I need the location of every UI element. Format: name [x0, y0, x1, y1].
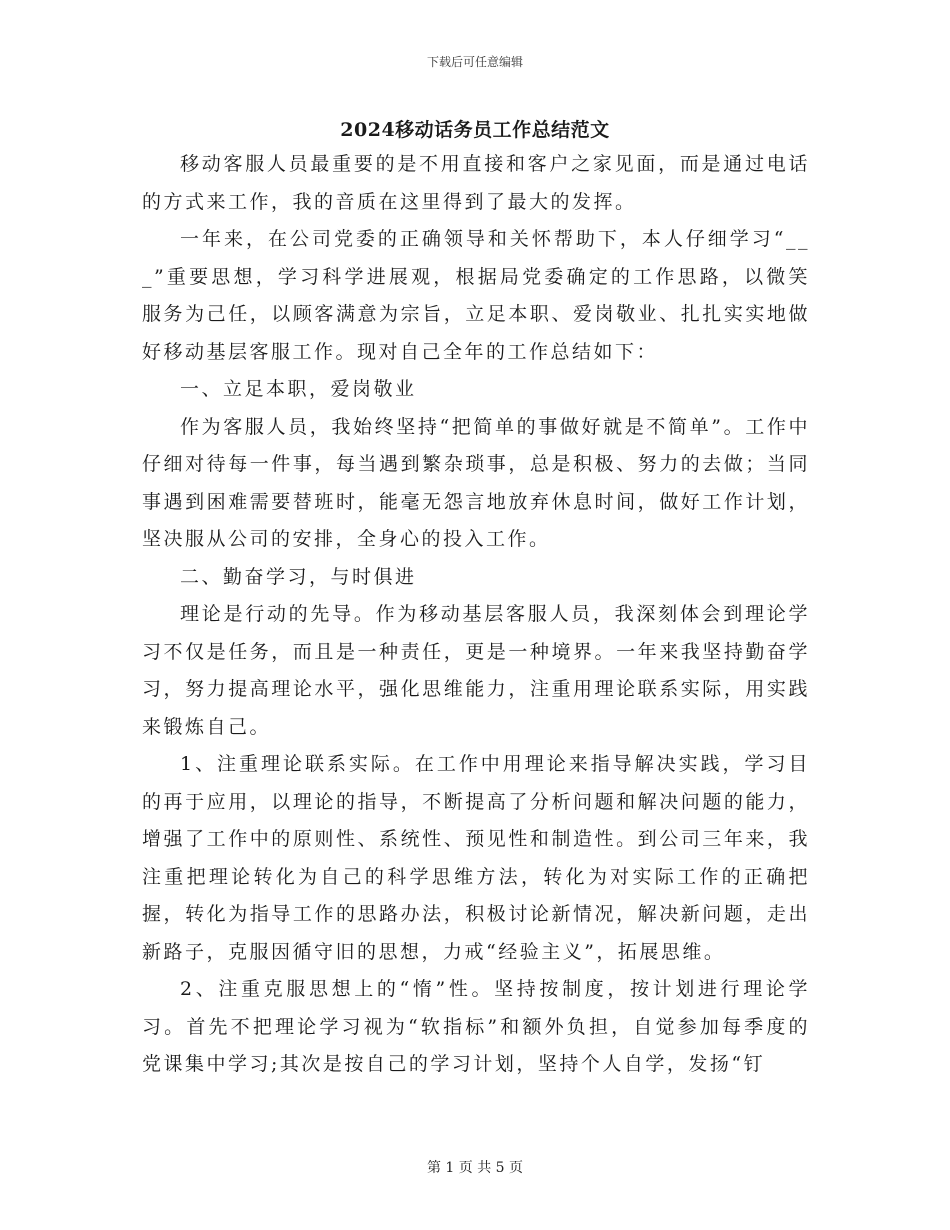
section-heading: 二、勤奋学习，与时俱进	[180, 565, 417, 588]
page-header-note: 下载后可任意编辑	[426, 55, 523, 69]
paragraph: 1、注重理论联系实际。在工作中用理论来指导解决实践，学习目的再于应用，以理论的指导，不断提高了分析问题和解决问题的能力，增强了工作中的原则性、系统性、预见性和制造性。到公司三年来，我注重把理论转化为自己的科学思维方法，转化为对实际工作的正确把握，转化为指导工作的思路办法，积极讨论新情况，解决新问题，走出新路子，克服因循守旧的思想，力戒“经验主义”，拓展思维。	[142, 753, 810, 963]
paragraph: 一年来，在公司党委的正确领导和关怀帮助下，本人仔细学习“___”重要思想，学习科学进展观，根据局党委确定的工作思路，以微笑服务为己任，以顾客满意为宗旨，立足本职、爱岗敬业、扎扎实实地做好移动基层客服工作。现对自己全年的工作总结如下：	[142, 228, 810, 363]
paragraph: 2、注重克服思想上的“惰”性。坚持按制度，按计划进行理论学习。首先不把理论学习视为“软指标”和额外负担，自觉参加每季度的党课集中学习;其次是按自己的学习计划，坚持个人自学，发扬“钉	[142, 978, 810, 1075]
document-title: 2024移动话务员工作总结范文	[340, 119, 610, 141]
page-number: 第 1 页 共 5 页	[426, 1160, 524, 1176]
paragraph: 理论是行动的先导。作为移动基层客服人员，我深刻体会到理论学习不仅是任务，而且是一种责任，更是一种境界。一年来我坚持勤奋学习，努力提高理论水平，强化思维能力，注重用理论联系实际，用实践来锻炼自己。	[142, 603, 810, 738]
section-heading: 一、立足本职，爱岗敬业	[180, 378, 417, 400]
paragraph: 作为客服人员，我始终坚持“把简单的事做好就是不简单”。工作中仔细对待每一件事，每当遇到繁杂琐事，总是积极、努力的去做；当同事遇到困难需要替班时，能毫无怨言地放弃休息时间，做好工作计划，坚决服从公司的安排，全身心的投入工作。	[142, 415, 810, 550]
paragraph: 移动客服人员最重要的是不用直接和客户之家见面，而是通过电话的方式来工作，我的音质在这里得到了最大的发挥。	[142, 153, 810, 213]
document-body	[142, 146, 810, 1084]
